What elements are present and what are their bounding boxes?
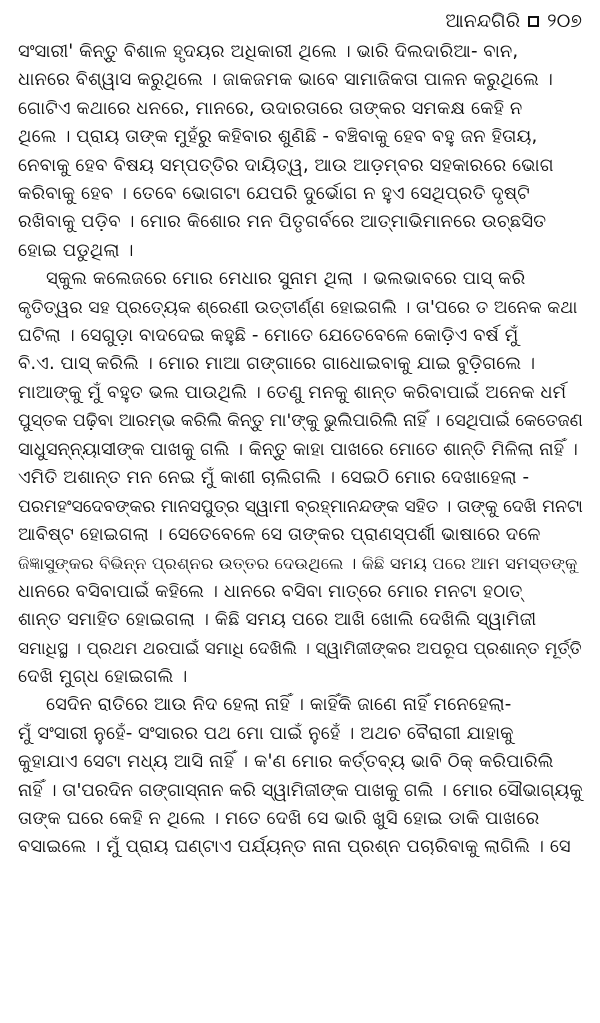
text-line: କରିବାକୁ ହେବ । ତେବେ ଭୋଗଟା ଯେପରି ଦୁର୍ଭୋଗ ନ ହୁଏ ସେଥିପ୍ରତି ଦୃଷ୍ଟି (18, 183, 530, 205)
text-line: ପରମହଂସଦେବଙ୍କର ମାନସପୁତ୍ର ସ୍ୱାମୀ ବ୍ରହ୍ମାନନ୍ଦଙ୍କ ସହିତ । ତାଙ୍କୁ ଦେଖି ମନଟା (18, 496, 583, 517)
text-line: ସ୍କୁଲ କଲେଜରେ ମୋର ମେଧାର ସୁନାମ ଥିଲା । ଭଲଭାବରେ ପାସ୍ କରି (46, 268, 526, 290)
text-line: ବସାଇଲେ । ମୁଁ ପ୍ରାୟ ଘଣ୍ଟାଏ ପର୍ଯ୍ୟନ୍ତ ନାନା ପ୍ରଶ୍ନ ପଚାରିବାକୁ ଲାଗିଲି । ସେ (18, 836, 571, 858)
text-line: ଶାନ୍ତ ସମାହିତ ହୋଇଗଲା । କିଛି ସମୟ ପରେ ଆଖି ଖୋଲି ଦେଖିଲି ସ୍ୱାମିଜୀ (18, 609, 537, 631)
body-text (18, 38, 584, 862)
text-line: ଦେଖି ମୁଗ୍ଧ ହୋଇଗଲି । (18, 665, 188, 687)
text-line: ଆବିଷ୍ଟ ହୋଇଗଲା । ସେତେବେଳେ ସେ ତାଙ୍କର ପ୍ରାଣସ୍ପର୍ଶୀ ଭାଷାରେ ଦଳେ (18, 523, 541, 545)
text-line: ମୁଁ ସଂସାରୀ ନୁହେଁ- ସଂସାରର ପଥ ମୋ ପାଇଁ ନୁହେଁ । ଅଥଚ ବୈରାଗୀ ଯାହାକୁ (18, 722, 514, 744)
paragraph (18, 265, 584, 691)
text-line: କୃତିତ୍ୱର ସହ ପ୍ରତ୍ୟେକ ଶ୍ରେଣୀ ଉତ୍ତୀର୍ଣ୍ଣ ହୋଇଗଲି । ତା'ପରେ ତ ଅନେକ କଥା (18, 297, 578, 318)
paragraph (18, 691, 584, 861)
text-line: ସମାଧିସ୍ଥ । ପ୍ରଥମ ଥରପାଇଁ ସମାଧି ଦେଖିଲି । ସ୍ୱାମିଜୀଙ୍କର ଅପରୂପ ପ୍ରଶାନ୍ତ ମୂର୍ତ୍ତି (18, 638, 582, 659)
text-line: କୁହାଯାଏ ସେଟା ମଧ୍ୟ ଆସି ନାହିଁ । କ'ଣ ମୋର କର୍ତ୍ତବ୍ୟ ଭାବି ଠିକ୍ କରିପାରିଲି (18, 751, 554, 773)
page-number: ୨୦୭ (547, 10, 582, 32)
text-line: ଧାନରେ ବସିବାପାଇଁ କହିଲେ । ଧାନରେ ବସିବା ମାତ୍ରେ ମୋର ମନଟା ହଠାତ୍ (18, 580, 523, 602)
text-line: ସଂସାରୀ' କିନ୍ତୁ ବିଶାଳ ହୃଦୟର ଅଧିକାରୀ ଥିଲେ । ଭାରି ଦିଲଦାରିଆ- ବାନ, (18, 41, 519, 62)
square-bullet-icon (528, 16, 539, 27)
running-header (445, 6, 582, 36)
text-line: ଗୋଟିଏ କଥାରେ ଧନରେ, ମାନରେ, ଉଦାରତାରେ ତାଙ୍କର ସମକକ୍ଷ କେହି ନ (18, 97, 523, 119)
text-line: ରଖିବାକୁ ପଡ଼ିବ । ମୋର କିଶୋର ମନ ପିତୃଗର୍ବରେ ଆତ୍ମାଭିମାନରେ ଉଚ୍ଛସିତ (18, 211, 547, 233)
text-line: ବି.ଏ. ପାସ୍ କରିଲି । ମୋର ମାଆ ଗଙ୍ଗାରେ ଗାଧୋଇବାକୁ ଯାଇ ବୁଡ଼ିଗଲେ । (18, 353, 536, 375)
text-line: ନେବାକୁ ହେବ ବିଷୟ ସମ୍ପତ୍ତିର ଦାୟିତ୍ୱ, ଆଉ ଆଡ଼ମ୍ବର ସହକାରରେ ଭୋଗ (18, 154, 554, 176)
text-line: ଧାନରେ ବିଶ୍ୱାସ କରୁଥିଲେ । ଜାକଜମକ ଭାବେ ସାମାଜିକତା ପାଳନ କରୁଥିଲେ । (18, 69, 553, 91)
text-line: ତାଙ୍କ ଘରେ କେହି ନ ଥିଲେ । ମତେ ଦେଖି ସେ ଭାରି ଖୁସି ହୋଇ ଡାକି ପାଖରେ (18, 807, 540, 829)
text-line: ହୋଇ ପଡୁଥିଲା । (18, 239, 134, 261)
text-line: ମାଆଙ୍କୁ ମୁଁ ବହୁତ ଭଲ ପାଉଥିଲି । ତେଣୁ ମନକୁ ଶାନ୍ତ କରିବାପାଇଁ ଅନେକ ଧର୍ମ (18, 381, 567, 403)
text-line: ପୁସ୍ତକ ପଢ଼ିବା ଆରମ୍ଭ କରିଲି କିନ୍ତୁ ମା'ଙ୍କୁ ଭୁଲିପାରିଲି ନାହିଁ । ସେଥିପାଇଁ କେତେଜଣ (18, 411, 583, 432)
text-line: ନାହିଁ । ତା'ପରଦିନ ଗଙ୍ଗାସ୍ନାନ କରି ସ୍ୱାମିଜୀଙ୍କ ପାଖକୁ ଗଲି । ମୋର ସୌଭାଗ୍ୟକୁ (18, 779, 583, 801)
running-title: ଆନନ୍ଦଗିରି (445, 10, 521, 32)
text-line: ଜିଜ୍ଞାସୁଙ୍କର ବିଭିନ୍ନ ପ୍ରଶ୍ନର ଉତ୍ତର ଦେଉଥିଲେ । କିଛି ସମୟ ପରେ ଆମ ସମସ୍ତଙ୍କୁ (18, 553, 578, 574)
text-line: ଏମିତି ଅଶାନ୍ତ ମନ ନେଇ ମୁଁ କାଶୀ ଚାଲିଗଲି । ସେଇଠି ମୋର ଦେଖାହେଲା - (18, 467, 530, 489)
text-line: ଘଟିଲା । ସେଗୁଡ଼ା ବାଦଦେଇ କହୁଛି - ମୋତେ ଯେତେବେଳେ କୋଡ଼ିଏ ବର୍ଷ ମୁଁ (18, 325, 519, 347)
text-line: ସାଧୁସନ୍ନ୍ୟାସୀଙ୍କ ପାଖକୁ ଗଲି । କିନ୍ତୁ କାହା ପାଖରେ ମୋତେ ଶାନ୍ତି ମିଳିଲା ନାହିଁ । (18, 438, 578, 460)
paragraph (18, 38, 584, 265)
text-line: ଥିଲେ । ପ୍ରାୟ ତାଙ୍କ ମୁହଁରୁ କହିବାର ଶୁଣିଛି - ବଞ୍ଚିବାକୁ ହେବ ବହୁ ଜନ ହିତାୟ, (18, 126, 538, 148)
text-line: ସେଦିନ ରାତିରେ ଆଉ ନିଦ ହେଲା ନାହିଁ । କାହିଁକି ଜାଣେ ନାହିଁ ମନେହେଲା- (46, 694, 512, 716)
